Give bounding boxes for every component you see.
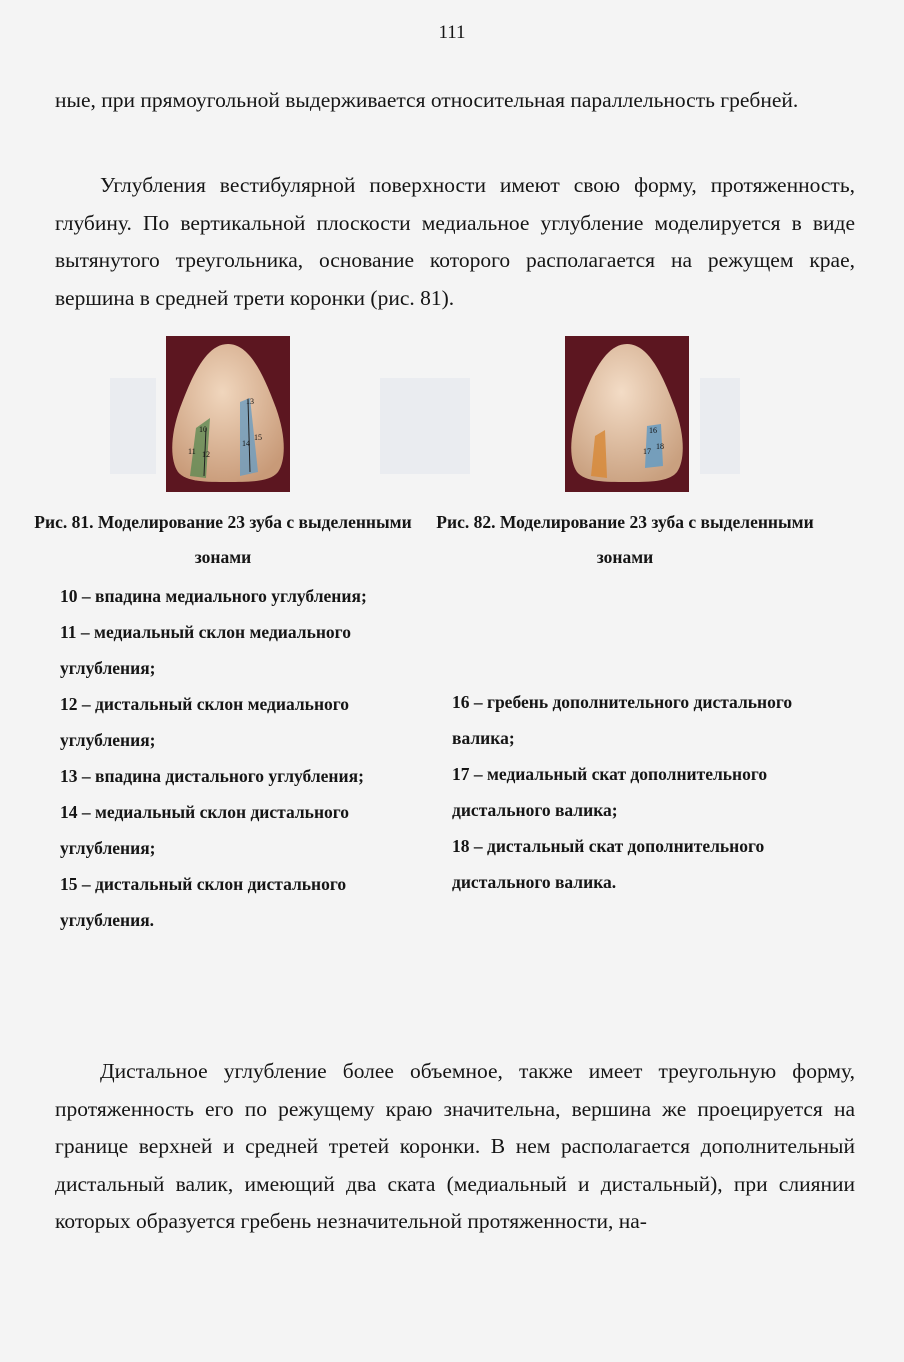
image-label: 17 — [643, 447, 651, 456]
bleed-through-shape — [380, 378, 470, 474]
figure-81-legend — [60, 578, 415, 938]
figure-81-image — [166, 336, 290, 492]
legend-item: 14 – медиальный склон дистального углубления; — [60, 802, 350, 858]
image-label: 18 — [656, 442, 664, 451]
bleed-through-shape — [700, 378, 740, 474]
paragraph: Дистальное углубление более объемное, также имеет треугольную форму, протяженность его по режущему краю значительна, вершина же проецируется на границе верхней и средней третей коронки. В нем располагается дополнительный дистальный валик, имеющий два ската (медиальный и дистальный), при слиянии которых образуется гребень незначительной протяженности, на- — [55, 1059, 855, 1233]
image-label: 14 — [242, 439, 250, 448]
legend-item: 12 – дистальный склон медиального углубления; — [60, 694, 350, 750]
paragraph: Углубления вестибулярной поверхности имеют свою форму, протяженность, глубину. По вертикальной плоскости медиальное углубление моделируется в виде вытянутого треугольника, основание которого располагается на режущем крае, вершина в средней трети коронки (рис. 81). — [55, 173, 855, 310]
image-label: 12 — [202, 450, 210, 459]
legend-item: 18 – дистальный скат дополнительного дистального валика. — [452, 836, 765, 892]
figure-82-legend — [452, 684, 832, 900]
legend-item: 13 – впадина дистального углубления; — [60, 766, 364, 786]
legend-item: 15 – дистальный склон дистального углубления. — [60, 874, 347, 930]
legend-item: 11 – медиальный склон медиального углубления; — [60, 622, 351, 678]
tooth-shape — [571, 344, 683, 482]
figure-82-image — [565, 336, 689, 492]
legend-item: 10 – впадина медиального углубления; — [60, 586, 367, 606]
paragraph: ные, при прямоугольной выдерживается относительная параллельность гребней. — [55, 88, 799, 112]
page-number: 111 — [438, 22, 466, 43]
legend-item: 16 – гребень дополнительного дистального валика; — [452, 692, 793, 748]
image-label: 13 — [246, 397, 254, 406]
figure-81-caption: Рис. 81. Моделирование 23 зуба с выделенными зонами — [34, 512, 412, 567]
image-label: 16 — [649, 426, 657, 435]
legend-item: 17 – медиальный скат дополнительного дистального валика; — [452, 764, 768, 820]
image-label: 15 — [254, 433, 262, 442]
image-label: 11 — [188, 447, 196, 456]
figure-82-caption: Рис. 82. Моделирование 23 зуба с выделенными зонами — [436, 512, 814, 567]
tooth-shape — [172, 344, 284, 482]
bleed-through-shape — [110, 378, 156, 474]
image-label: 10 — [199, 425, 207, 434]
